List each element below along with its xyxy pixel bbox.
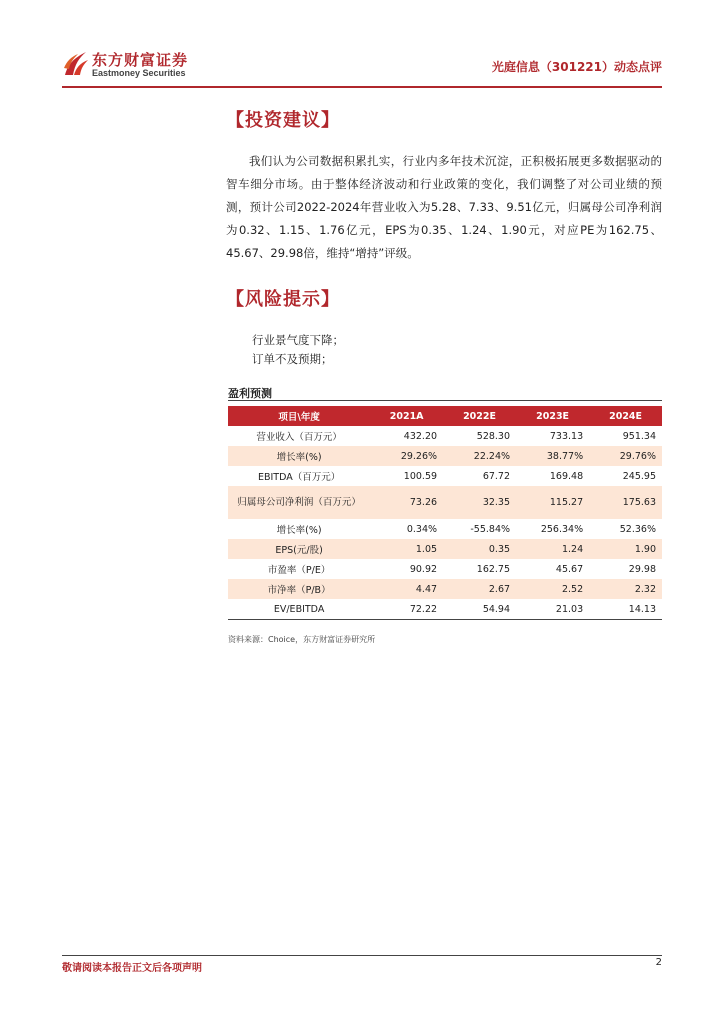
table-cell: 1.90 xyxy=(589,539,662,559)
eastmoney-logo-icon xyxy=(62,48,90,78)
logo-english-name: Eastmoney Securities xyxy=(92,68,186,78)
table-cell: 245.95 xyxy=(622,470,656,482)
table-row xyxy=(228,486,662,519)
row-label: 市净率（P/B） xyxy=(228,579,370,599)
row-label: 增长率(%) xyxy=(276,525,322,536)
risk-heading: 【风险提示】 xyxy=(226,289,340,310)
table-cell: 72.22 xyxy=(370,599,443,620)
row-label: 归属母公司净利润（百万元） xyxy=(228,486,370,519)
table-cell: 21.03 xyxy=(516,599,589,620)
table-cell: 169.48 xyxy=(549,470,584,482)
row-label: EPS(元/股) xyxy=(228,539,370,559)
table-cell: 951.34 xyxy=(622,430,656,442)
table-row xyxy=(228,466,662,486)
document-title: 光庭信息（301221）动态点评 xyxy=(491,60,662,74)
table-row xyxy=(228,579,662,599)
table-cell: 29.26% xyxy=(370,446,443,466)
table-cell: 100.59 xyxy=(403,470,438,482)
table-cell: 2.32 xyxy=(589,579,662,599)
table-cell: 528.30 xyxy=(476,430,511,442)
table-cell: 2.67 xyxy=(443,579,516,599)
table-cell: 0.35 xyxy=(443,539,516,559)
table-row xyxy=(228,519,662,539)
row-label: 营业收入（百万元） xyxy=(256,432,342,443)
table-source-note: 资料来源：Choice，东方财富证券研究所 xyxy=(228,635,376,644)
row-label: EBITDA（百万元） xyxy=(257,472,341,483)
table-cell: 256.34% xyxy=(540,523,584,535)
column-header: 2021A xyxy=(370,406,443,426)
table-cell: 1.24 xyxy=(516,539,589,559)
footer-divider xyxy=(62,955,662,956)
row-label: 市盈率（P/E） xyxy=(267,565,331,576)
table-cell: -55.84% xyxy=(470,523,511,535)
risk-item: 行业景气度下降； xyxy=(252,333,344,347)
table-cell: 175.63 xyxy=(589,486,662,519)
investment-text: 我们认为公司数据积累扎实，行业内多年技术沉淀，正积极拓展更多数据驱动的智车细分市场。由于整体经济波动和行业政策的变化，我们调整了对公司业绩的预测，预计公司2022-2024年营业收入为5.28、7.33、9.51亿元，归属母公司净利润为0.32、1.15、1.76亿元，EPS为0.35、1.24、1.90元，对应PE为162.75、45.67、29.98倍，维持“增持”评级。 xyxy=(226,154,662,260)
earnings-forecast-table xyxy=(228,406,662,620)
table-row xyxy=(228,426,662,446)
column-header: 2022E xyxy=(443,406,516,426)
risk-list xyxy=(226,331,662,369)
table-cell: 29.98 xyxy=(628,563,656,575)
table-cell: 2.52 xyxy=(516,579,589,599)
table-cell: 0.34% xyxy=(406,523,438,535)
header-divider xyxy=(62,86,662,88)
page-number: 2 xyxy=(655,957,662,968)
table-cell: 54.94 xyxy=(443,599,516,620)
table-row xyxy=(228,559,662,579)
row-label: EV/EBITDA xyxy=(228,599,370,620)
table-cell: 32.35 xyxy=(443,486,516,519)
table-cell: 67.72 xyxy=(482,470,511,482)
table-cell: 733.13 xyxy=(549,430,584,442)
table-cell: 38.77% xyxy=(516,446,589,466)
table-cell: 1.05 xyxy=(370,539,443,559)
table-cell: 4.47 xyxy=(370,579,443,599)
logo-chinese-name: 东方财富证券 xyxy=(92,51,189,69)
table-cell: 73.26 xyxy=(370,486,443,519)
column-header: 2023E xyxy=(516,406,589,426)
table-cell: 45.67 xyxy=(555,563,584,575)
table-cell: 29.76% xyxy=(589,446,662,466)
table-title-divider xyxy=(228,400,662,401)
footer-disclaimer: 敬请阅读本报告正文后各项声明 xyxy=(62,963,202,974)
table-row xyxy=(228,446,662,466)
table-cell: 52.36% xyxy=(619,523,656,535)
table-cell: 162.75 xyxy=(476,563,511,575)
table-title: 盈利预测 xyxy=(228,387,272,400)
table-cell: 22.24% xyxy=(443,446,516,466)
row-label: 增长率(%) xyxy=(228,446,370,466)
table-cell: 90.92 xyxy=(409,563,438,575)
risk-item: 订单不及预期； xyxy=(252,352,333,366)
table-row xyxy=(228,539,662,559)
table-header-row xyxy=(228,406,662,426)
investment-paragraph xyxy=(226,150,662,265)
investment-heading: 【投资建议】 xyxy=(226,110,340,131)
page-header xyxy=(62,46,662,86)
table-cell: 115.27 xyxy=(516,486,589,519)
table-cell: 432.20 xyxy=(403,430,438,442)
table-cell: 14.13 xyxy=(589,599,662,620)
table-row xyxy=(228,599,662,620)
column-header: 2024E xyxy=(589,406,662,426)
company-logo xyxy=(62,46,212,86)
column-header: 项目\年度 xyxy=(228,406,370,426)
